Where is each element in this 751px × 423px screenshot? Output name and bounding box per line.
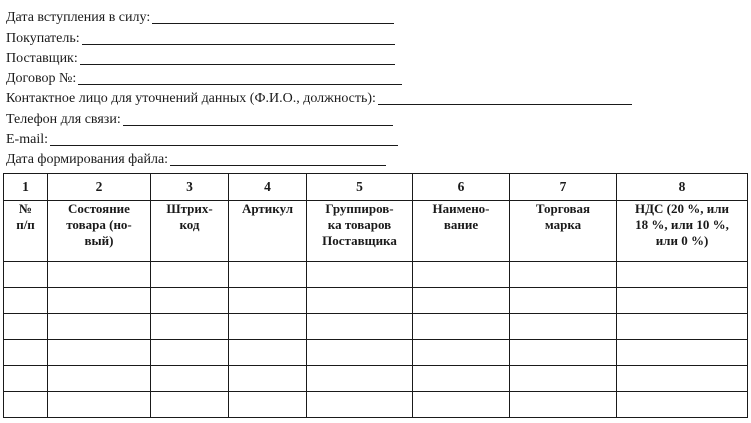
- table-cell[interactable]: [617, 392, 748, 418]
- supplier-field: [6, 47, 632, 67]
- column-number: 3: [151, 174, 229, 201]
- table-cell[interactable]: [48, 392, 151, 418]
- column-number: 2: [48, 174, 151, 201]
- table-cell[interactable]: [413, 288, 510, 314]
- table-cell[interactable]: [510, 392, 617, 418]
- table-cell[interactable]: [151, 392, 229, 418]
- table-cell[interactable]: [4, 314, 48, 340]
- field-label: Договор №:: [6, 71, 77, 87]
- table-cell[interactable]: [413, 262, 510, 288]
- table-cell[interactable]: [617, 288, 748, 314]
- email-field: [6, 128, 632, 148]
- goods-table: [3, 173, 748, 418]
- table-cell[interactable]: [617, 262, 748, 288]
- table-cell[interactable]: [229, 314, 307, 340]
- table-cell[interactable]: [48, 366, 151, 392]
- field-label: Дата формирования файла:: [6, 152, 169, 168]
- fill-in-line[interactable]: [80, 52, 395, 65]
- table-cell[interactable]: [510, 262, 617, 288]
- table-cell[interactable]: [229, 392, 307, 418]
- column-header-row-number: № п/п: [4, 201, 48, 262]
- column-number: 8: [617, 174, 748, 201]
- column-number: 4: [229, 174, 307, 201]
- buyer-field: [6, 26, 632, 46]
- table-cell[interactable]: [151, 262, 229, 288]
- column-header-article: Артикул: [229, 201, 307, 262]
- table-cell[interactable]: [413, 392, 510, 418]
- table-row: [4, 366, 748, 392]
- column-number: 1: [4, 174, 48, 201]
- table-cell[interactable]: [4, 392, 48, 418]
- table-row: [4, 262, 748, 288]
- column-header-name: Наимено- вание: [413, 201, 510, 262]
- column-header-supplier-grouping: Группиров- ка товаров Поставщика: [307, 201, 413, 262]
- field-label: Поставщик:: [6, 50, 78, 66]
- fill-in-line[interactable]: [123, 113, 393, 126]
- fill-in-line[interactable]: [50, 133, 398, 146]
- column-number: 6: [413, 174, 510, 201]
- file-date-field: [6, 148, 632, 168]
- contact-person-field: [6, 87, 632, 107]
- field-label: Дата вступления в силу:: [6, 10, 151, 26]
- contract-number-field: [6, 67, 632, 87]
- table-cell[interactable]: [151, 340, 229, 366]
- column-number-row: [4, 174, 748, 201]
- table-cell[interactable]: [4, 340, 48, 366]
- table-row: [4, 392, 748, 418]
- fill-in-line[interactable]: [82, 32, 395, 45]
- fill-in-line[interactable]: [170, 153, 386, 166]
- table-cell[interactable]: [48, 288, 151, 314]
- table-cell[interactable]: [229, 366, 307, 392]
- table-cell[interactable]: [4, 366, 48, 392]
- header-fields: [6, 6, 632, 168]
- field-label: Телефон для связи:: [6, 111, 121, 127]
- column-header-condition: Состояние товара (но- вый): [48, 201, 151, 262]
- table-cell[interactable]: [48, 262, 151, 288]
- table-cell[interactable]: [617, 366, 748, 392]
- column-number: 7: [510, 174, 617, 201]
- table-cell[interactable]: [229, 262, 307, 288]
- table-cell[interactable]: [307, 340, 413, 366]
- phone-field: [6, 107, 632, 127]
- field-label: Контактное лицо для уточнений данных (Ф.И.О., должность):: [6, 91, 376, 107]
- fill-in-line[interactable]: [152, 11, 394, 24]
- table-cell[interactable]: [307, 262, 413, 288]
- table-cell[interactable]: [617, 340, 748, 366]
- table-cell[interactable]: [307, 314, 413, 340]
- table-cell[interactable]: [151, 288, 229, 314]
- column-header-row: [4, 201, 748, 262]
- field-label: Покупатель:: [6, 30, 80, 46]
- table-cell[interactable]: [4, 262, 48, 288]
- table-cell[interactable]: [4, 288, 48, 314]
- table-row: [4, 288, 748, 314]
- table-cell[interactable]: [510, 366, 617, 392]
- table-cell[interactable]: [307, 392, 413, 418]
- table-cell[interactable]: [307, 366, 413, 392]
- table-cell[interactable]: [48, 314, 151, 340]
- table-cell[interactable]: [307, 288, 413, 314]
- table-cell[interactable]: [413, 314, 510, 340]
- table-cell[interactable]: [413, 366, 510, 392]
- column-number: 5: [307, 174, 413, 201]
- column-header-barcode: Штрих- код: [151, 201, 229, 262]
- fill-in-line[interactable]: [378, 92, 632, 105]
- field-label: E-mail:: [6, 132, 48, 148]
- column-header-brand: Торговая марка: [510, 201, 617, 262]
- table-cell[interactable]: [510, 340, 617, 366]
- table-cell[interactable]: [48, 340, 151, 366]
- column-header-vat: НДС (20 %, или 18 %, или 10 %, или 0 %): [617, 201, 748, 262]
- table-cell[interactable]: [510, 314, 617, 340]
- table-cell[interactable]: [413, 340, 510, 366]
- table-cell[interactable]: [151, 366, 229, 392]
- table-cell[interactable]: [151, 314, 229, 340]
- table-cell[interactable]: [229, 340, 307, 366]
- table-cell[interactable]: [617, 314, 748, 340]
- effective-date-field: [6, 6, 632, 26]
- table-row: [4, 340, 748, 366]
- table-cell[interactable]: [229, 288, 307, 314]
- fill-in-line[interactable]: [78, 72, 402, 85]
- table-row: [4, 314, 748, 340]
- table-cell[interactable]: [510, 288, 617, 314]
